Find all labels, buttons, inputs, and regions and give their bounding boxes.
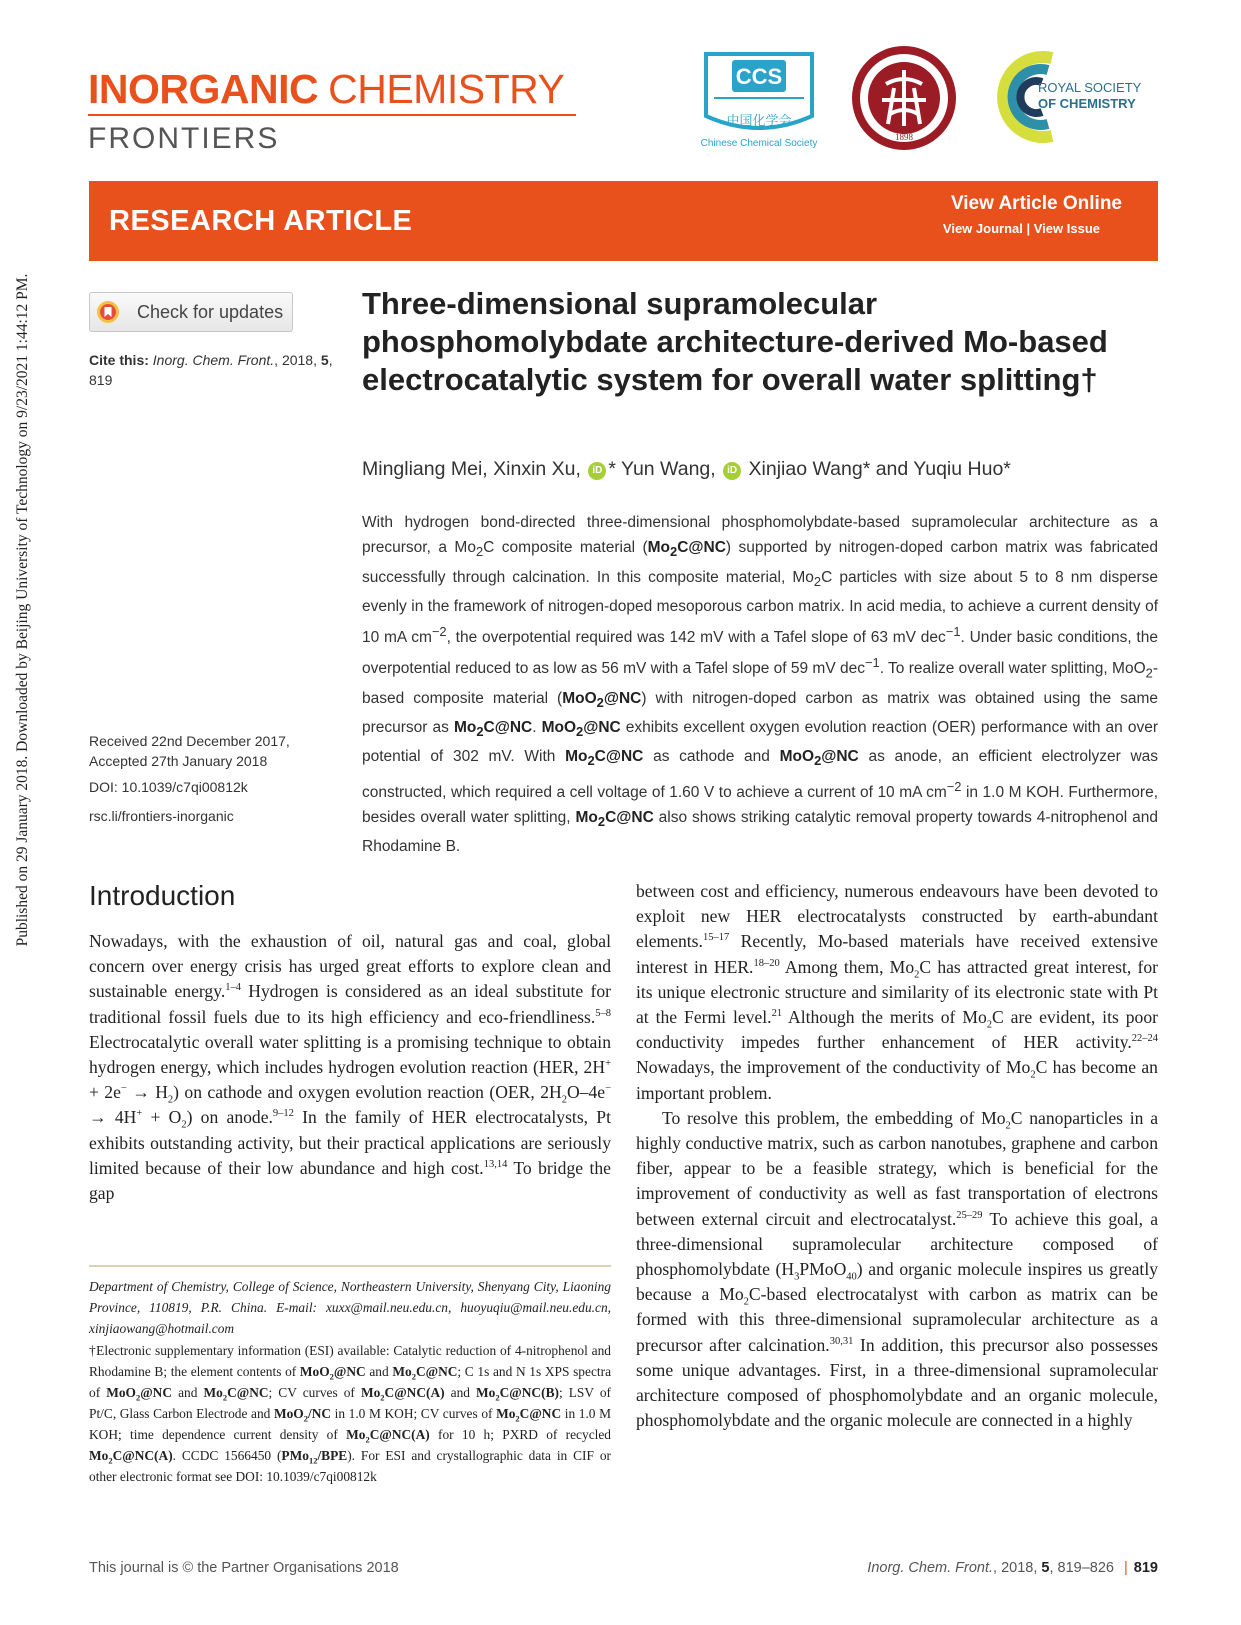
- footer-copyright: This journal is © the Partner Organisations 2018: [89, 1560, 399, 1576]
- cite-pages: , 819: [89, 352, 333, 388]
- orcid-icon[interactable]: iD: [723, 462, 741, 480]
- ccs-logo: [694, 46, 824, 152]
- rsc-name-line1: ROYAL SOCIETY: [1038, 80, 1142, 95]
- orcid-icon[interactable]: iD: [588, 462, 606, 480]
- footer-year: , 2018,: [993, 1560, 1042, 1576]
- journal-title: INORGANIC CHEMISTRY: [88, 66, 565, 112]
- author-text-3: Xinjiao Wang* and Yuqiu Huo*: [743, 458, 1011, 480]
- bookmark-icon: [96, 300, 120, 324]
- received-date: Received 22nd December 2017,: [89, 733, 290, 749]
- esi-footnote: †Electronic supplementary information (ESI) available: Catalytic reduction of 4-nitrophenol and Rhodamine B; the element contents of MoO$_2$@NC and $Mo_2C@NC$; C 1s and N 1s XPS spectra of MoO$_2$@NC and $Mo_2C@NC$; CV curves of $Mo_2C@NC(A)$ and $Mo_2C@NC(B)$; LSV of Pt/C, Glass Carbon Electrode and MoO$_2$/NC in 1.0 M KOH; CV curves of $Mo_2C@NC$ in 1.0 M KOH; time dependence current density of $Mo_2C@NC(A)$ for 10 h; PXRD of recycled $Mo_2C@NC(A)$. CCDC 1566450 (PMo$_{12}$/BPE). For ESI and crystallographic data in CIF or other electronic format see DOI: 10.1039/c7qi00812k: [89, 1343, 612, 1484]
- cite-year: , 2018,: [274, 352, 317, 368]
- article-banner: [89, 181, 1158, 261]
- banner-links: [943, 221, 1100, 236]
- accepted-date: Accepted 27th January 2018: [89, 753, 268, 769]
- footer-separator: |: [1124, 1560, 1128, 1576]
- rsc-name-line2: OF CHEMISTRY: [1038, 96, 1136, 111]
- author-text-2: * Yun Wang,: [608, 458, 716, 480]
- journal-url[interactable]: rsc.li/frontiers-inorganic: [89, 808, 234, 824]
- svg-text:CCS: CCS: [735, 64, 783, 89]
- footer-journal: Inorg. Chem. Front.: [867, 1560, 994, 1576]
- cite-journal: Inorg. Chem. Front.: [152, 352, 275, 368]
- check-for-updates-label: Check for updates: [137, 302, 284, 322]
- footer-citation: [867, 1560, 1158, 1576]
- footer-volume: 5: [1041, 1560, 1050, 1576]
- view-issue-link[interactable]: View Issue: [1033, 221, 1100, 236]
- intro-paragraph-2: between cost and efficiency, numerous endeavours have been devoted to exploit new HER electrocatalysts constructed by earth-abundant elements.$^{15-17}$ Recently, Mo-based materials have received extensive interest in HER.$^{18-20}$ Among them, $Mo_2C$ has attracted great interest, for its unique electronic structure and similarity of its electronic state with Pt at the Fermi level.$^{21}$ Although the merits of $Mo_2C$ are evident, its poor conductivity impedes further enhancement of HER activity.$^{22-24}$ Nowadays, the improvement of the conductivity of $Mo_2C$ has become an important problem.: [636, 881, 1158, 1103]
- check-for-updates-button[interactable]: [89, 292, 293, 332]
- ccs-chinese-name: 中国化学会: [726, 113, 792, 128]
- pku-year: 1898: [895, 132, 913, 142]
- cite-volume: 5: [320, 352, 329, 368]
- author-list: [362, 458, 1011, 481]
- footer-pages: , 819–826: [1049, 1560, 1114, 1576]
- intro-paragraph-3: To resolve this problem, the embedding of $Mo_2C$ nanoparticles in a highly conductive matrix, such as carbon nanotubes, graphene and carbon fiber, appear to be a feasible strategy, which is beneficial for the improvement of conductivity as well as fast transportation of electrons between external circuit and electrocatalyst.$^{25-29}$ To achieve this goal, a three-dimensional supramolecular architecture composed of phosphomolybdate $(H_3PMoO_{40})$ and organic molecule inspires us greatly because a $Mo_2C$-based electrocatalyst with carbon as matrix can be formed with this three-dimensional supramolecular architecture as a precursor after calcination.$^{30,31}$ In addition, this precursor also possesses some unique advantages. First, in a three-dimensional supramolecular architecture composed of phosphomolybdate and an organic molecule, phosphomolybdate and the organic molecule are connected in a highly: [636, 1107, 1159, 1431]
- journal-subtitle: FRONTIERS: [88, 122, 280, 155]
- article-type: RESEARCH ARTICLE: [109, 205, 413, 237]
- view-article-online-link[interactable]: View Article Online: [950, 193, 1122, 214]
- ccs-caption: Chinese Chemical Society: [700, 138, 818, 149]
- view-journal-link[interactable]: View Journal: [942, 221, 1023, 236]
- rsc-logo: [990, 44, 1150, 150]
- affiliation-footnote: Department of Chemistry, College of Science, Northeastern University, Shenyang City, Liaoning Province, 110819, P.R. China. E-mail: xuxx@mail.neu.edu.cn, huoyuqiu@mail.neu.edu.cn, xinjiaowang@hotmail.com: [89, 1279, 611, 1336]
- intro-paragraph-1: Nowadays, with the exhaustion of oil, natural gas and coal, global concern over energy crisis has urged great efforts to explore clean and sustainable energy.$^{1-4}$ Hydrogen is considered as an ideal substitute for traditional fossil fuels due to its high efficiency and eco-friendliness.$^{5-8}$ Electrocatalytic overall water splitting is a promising technique to obtain hydrogen energy, which includes hydrogen evolution reaction (HER, $2H^+ + 2e^- \to H_2$) on cathode and oxygen evolution reaction (OER, $2H_2O-4e^- \to 4H^+ + O_2$) on anode.$^{9-12}$ In the family of HER electrocatalysts, Pt exhibits outstanding activity, but their practical applications are seriously limited because of their low abundance and high cost.$^{13,14}$ To bridge the gap: [89, 931, 611, 1204]
- intro-right-column: [636, 879, 1158, 1433]
- pku-seal: [850, 44, 958, 152]
- link-separator: |: [1026, 221, 1034, 236]
- author-text-1: Mingliang Mei, Xinxin Xu,: [362, 458, 581, 480]
- doi: DOI: 10.1039/c7qi00812k: [89, 779, 248, 795]
- footnote-rule: [89, 1265, 611, 1267]
- article-title: Three-dimensional supramolecular phosphomolybdate architecture-derived Mo-based electrocatalytic system for overall water splitting†: [362, 286, 1108, 397]
- brand-rule: [88, 114, 576, 116]
- section-heading: Introduction: [89, 880, 236, 911]
- citation: [89, 350, 339, 390]
- cite-label: Cite this:: [89, 352, 149, 368]
- page-number: 819: [1133, 1560, 1158, 1576]
- abstract: With hydrogen bond-directed three-dimensional phosphomolybdate-based supramolecular architecture as a precursor, a $Mo_2C$ composite material $(Mo_2C@NC)$ supported by nitrogen-doped carbon matrix was fabricated successfully through calcination. In this composite material, $Mo_2C$ particles with size about 5 to 8 nm disperse evenly in the framework of nitrogen-doped mesoporous carbon matrix. In acid media, to achieve a current density of 10 mA $cm^{-2}$, the overpotential required was 142 mV with a Tafel slope of 63 mV dec$^{-1}$. Under basic conditions, the overpotential reduced to as low as 56 mV with a Tafel slope of 59 mV dec$^{-1}$. To realize overall water splitting, MoO$_2$-based composite material (MoO$_2$@NC) with nitrogen-doped carbon as matrix was obtained using the same precursor as $Mo_2C@NC$. MoO$_2$@NC exhibits excellent oxygen evolution reaction (OER) performance with an over potential of 302 mV. With $Mo_2C@NC$ as cathode and MoO$_2$@NC as anode, an efficient electrolyzer was constructed, which required a cell voltage of 1.60 V to achieve a current of 10 mA $cm^{-2}$ in 1.0 M KOH. Furthermore, besides overall water splitting, $Mo_2C@NC$ also shows striking catalytic removal property towards 4-nitrophenol and Rhodamine B.: [362, 514, 1159, 856]
